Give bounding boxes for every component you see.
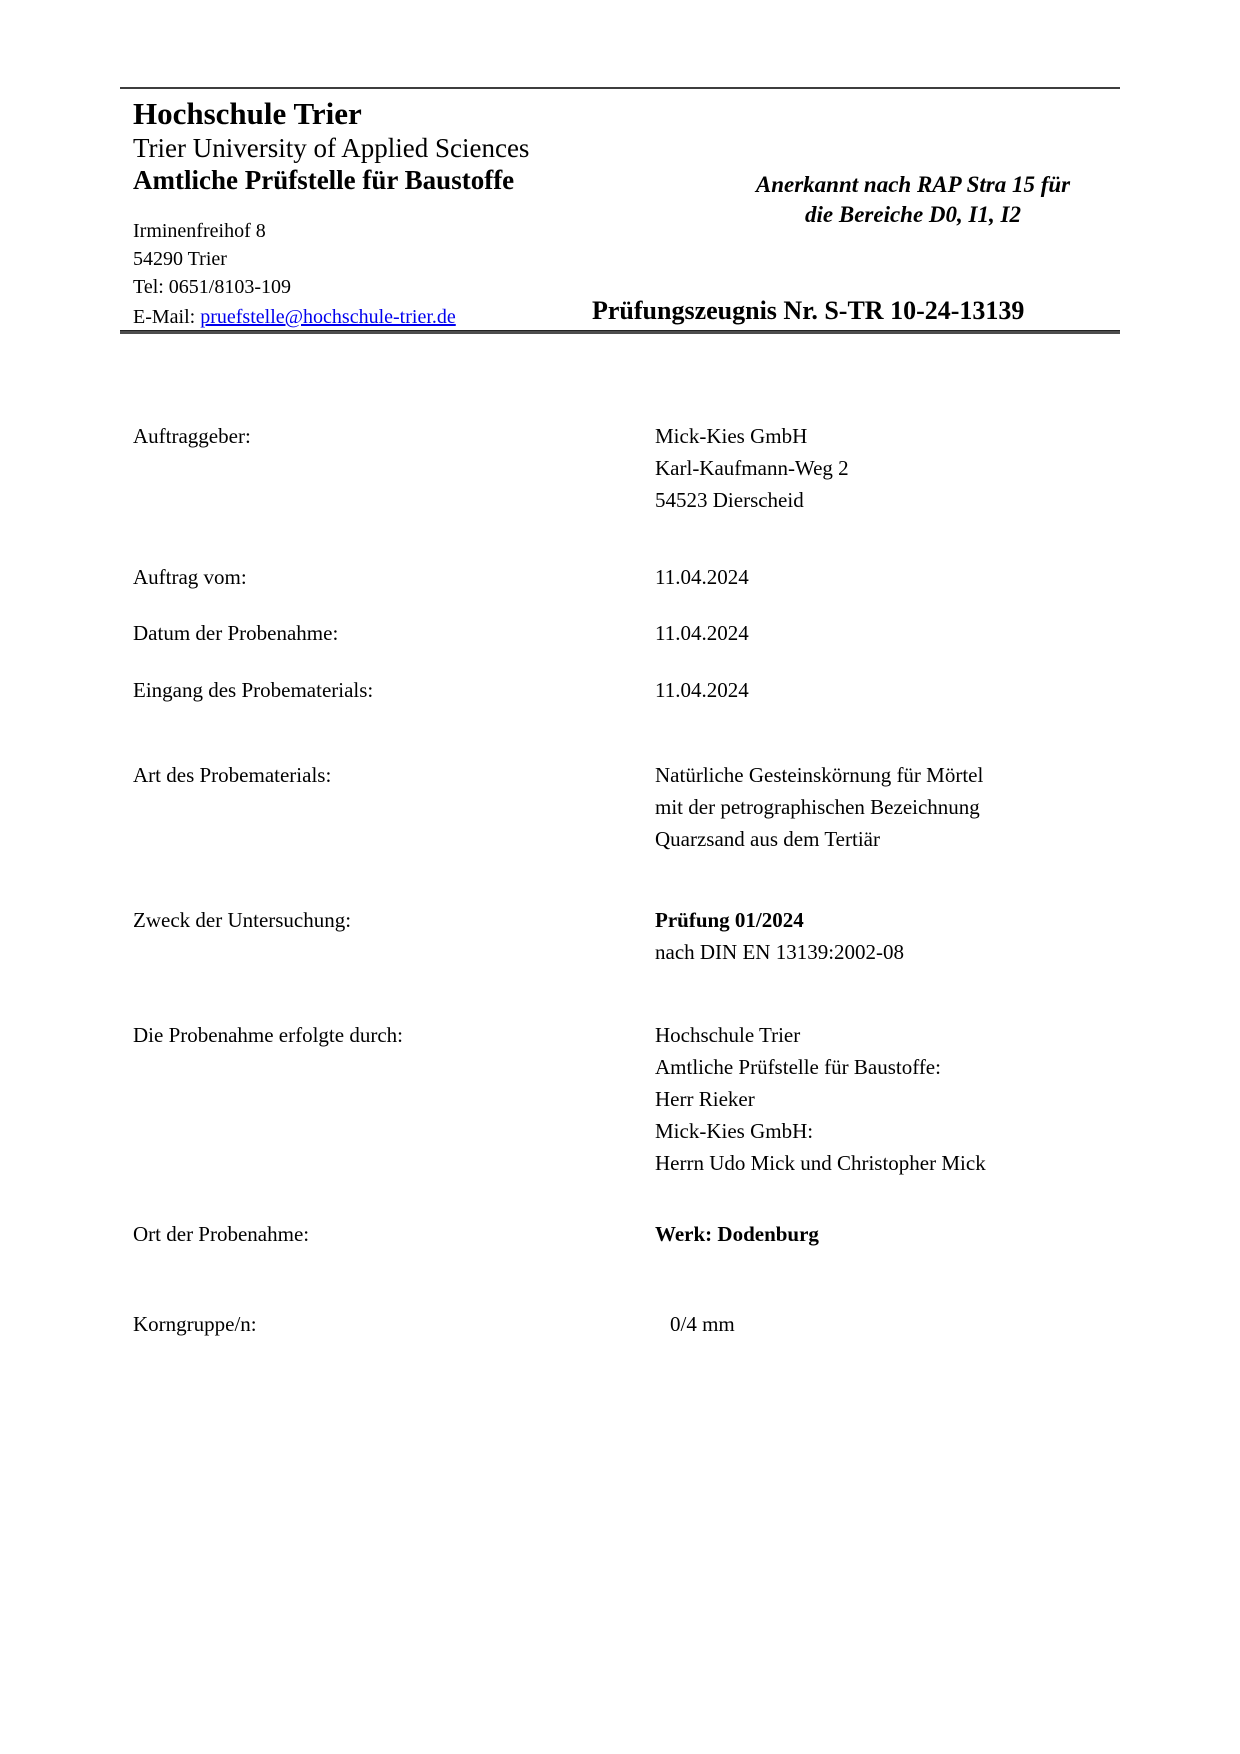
certificate-title: Prüfungszeugnis Nr. S-TR 10-24-13139 bbox=[592, 296, 1025, 325]
field-label: Korngruppe/n: bbox=[133, 1312, 257, 1336]
address-city: 54290 Trier bbox=[133, 248, 227, 270]
value-line: 11.04.2024 bbox=[655, 621, 749, 645]
value-line: 0/4 mm bbox=[670, 1312, 735, 1336]
field-value bbox=[655, 1019, 1125, 1179]
value-line: Quarzsand aus dem Tertiär bbox=[655, 827, 880, 851]
value-line: Hochschule Trier bbox=[655, 1023, 801, 1047]
value-line: 11.04.2024 bbox=[655, 678, 749, 702]
org-subtitle: Trier University of Applied Sciences bbox=[133, 133, 530, 163]
field-label: Auftrag vom: bbox=[133, 565, 247, 589]
value-line: Karl-Kaufmann-Weg 2 bbox=[655, 456, 849, 480]
field-value bbox=[655, 759, 1125, 855]
field-label: Zweck der Untersuchung: bbox=[133, 908, 352, 932]
field-value bbox=[655, 617, 1125, 649]
field-value bbox=[655, 561, 1125, 593]
field-value bbox=[655, 420, 1125, 516]
field-label: Datum der Probenahme: bbox=[133, 621, 339, 645]
value-line: 11.04.2024 bbox=[655, 565, 749, 589]
value-line: Herr Rieker bbox=[655, 1087, 755, 1111]
field-value bbox=[655, 1308, 1125, 1340]
address-street: Irminenfreihof 8 bbox=[133, 220, 266, 242]
value-line: Herrn Udo Mick und Christopher Mick bbox=[655, 1151, 986, 1175]
value-line: Amtliche Prüfstelle für Baustoffe: bbox=[655, 1055, 941, 1079]
org-name: Hochschule Trier bbox=[133, 96, 362, 131]
field-value bbox=[655, 674, 1125, 706]
value-line: Mick-Kies GmbH bbox=[655, 424, 808, 448]
email-link[interactable]: pruefstelle@hochschule-trier.de bbox=[200, 306, 456, 328]
accreditation-note bbox=[693, 170, 1133, 230]
value-line: Mick-Kies GmbH: bbox=[655, 1119, 814, 1143]
accreditation-line-1: Anerkannt nach RAP Stra 15 für bbox=[755, 172, 1071, 197]
value-line: Werk: Dodenburg bbox=[655, 1222, 819, 1246]
accreditation-line-2: die Bereiche D0, I1, I2 bbox=[805, 202, 1021, 227]
field-label: Eingang des Probematerials: bbox=[133, 678, 374, 702]
field-label: Die Probenahme erfolgte durch: bbox=[133, 1023, 403, 1047]
address-block bbox=[133, 217, 291, 301]
value-line: nach DIN EN 13139:2002-08 bbox=[655, 940, 905, 964]
field-value bbox=[655, 1218, 1125, 1250]
field-value bbox=[655, 904, 1125, 968]
value-line: mit der petrographischen Bezeichnung bbox=[655, 795, 980, 819]
value-line: Natürliche Gesteinskörnung für Mörtel bbox=[655, 763, 984, 787]
header-top-rule bbox=[120, 87, 1120, 89]
value-line: Prüfung 01/2024 bbox=[655, 908, 804, 932]
field-label: Art des Probematerials: bbox=[133, 763, 332, 787]
letterhead bbox=[133, 96, 529, 196]
field-label: Auftraggeber: bbox=[133, 424, 251, 448]
address-phone: Tel: 0651/8103-109 bbox=[133, 276, 292, 298]
field-label: Ort der Probenahme: bbox=[133, 1222, 310, 1246]
email-label: E-Mail: bbox=[133, 306, 196, 328]
header-bottom-rule bbox=[120, 330, 1120, 334]
email-line bbox=[133, 303, 456, 331]
org-department: Amtliche Prüfstelle für Baustoffe bbox=[133, 165, 515, 195]
value-line: 54523 Dierscheid bbox=[655, 488, 804, 512]
